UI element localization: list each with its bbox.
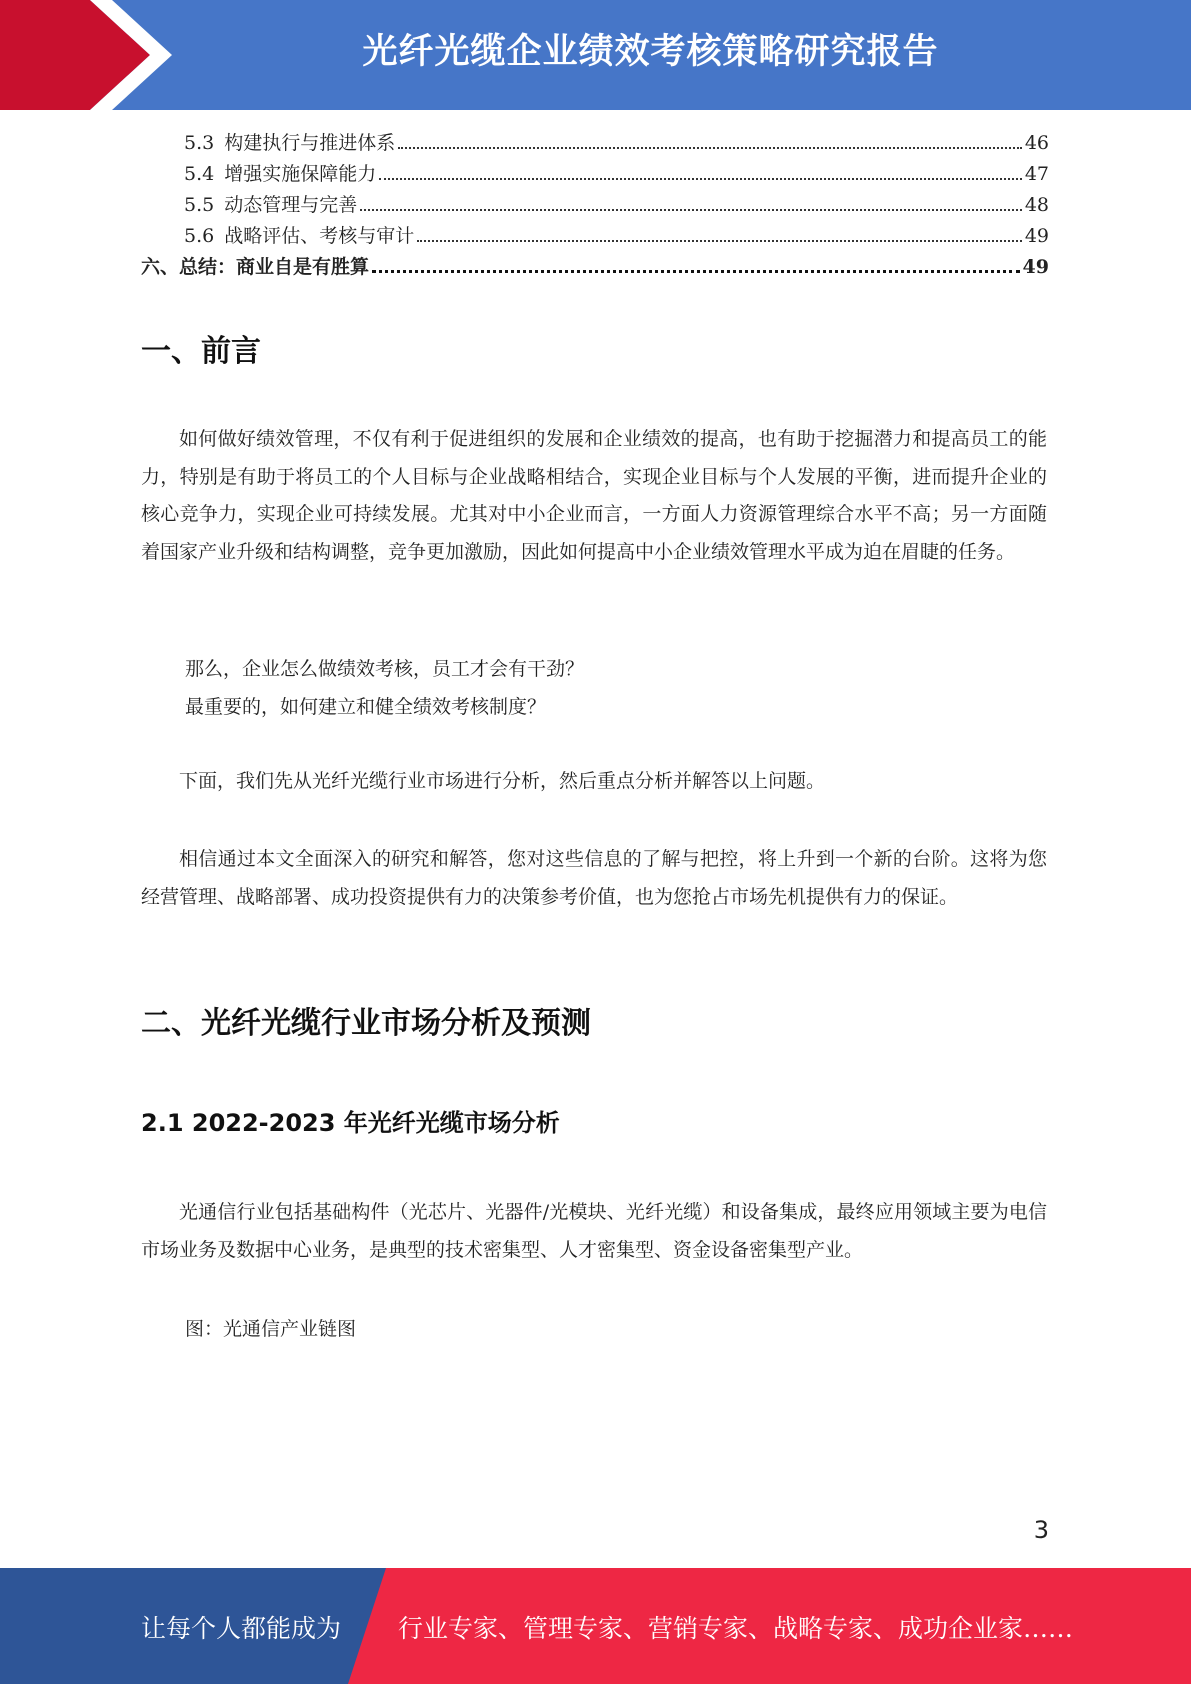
toc-leader (417, 240, 1022, 242)
toc-number: 5.5 (184, 194, 215, 216)
toc-page: 47 (1024, 163, 1049, 185)
toc-number: 5.3 (184, 132, 215, 154)
toc-label: 增强实施保障能力 (224, 163, 377, 185)
toc-leader (372, 270, 1020, 273)
toc-item[interactable] (141, 128, 1049, 159)
section-heading-preface: 一、前言 (141, 334, 261, 369)
footer-slogan-right: 行业专家、管理专家、营销专家、战略专家、成功企业家…… (398, 1614, 1074, 1643)
toc-page: 48 (1024, 194, 1049, 216)
toc-page: 46 (1024, 132, 1049, 154)
footer-band (0, 1568, 1191, 1684)
market-paragraph-1: 光通信行业包括基础构件（光芯片、光器件/光模块、光纤光缆）和设备集成，最终应用领域主要为电信市场业务及数据中心业务，是典型的技术密集型、人才密集型、资金设备密集型产业。 (141, 1201, 1047, 1261)
preface-paragraph-3: 相信通过本文全面深入的研究和解答，您对这些信息的了解与把控，将上升到一个新的台阶。这将为您经营管理、战略部署、成功投资提供有力的决策参考价值，也为您抢占市场先机提供有力的保证。 (141, 848, 1047, 908)
toc-item-main[interactable] (141, 252, 1049, 283)
preface-question-1: 那么，企业怎么做绩效考核，员工才会有干劲？ (185, 658, 585, 680)
report-title: 光纤光缆企业绩效考核策略研究报告 (362, 32, 939, 72)
preface-question-2: 最重要的，如何建立和健全绩效考核制度？ (185, 696, 547, 718)
toc-number: 5.4 (184, 163, 215, 185)
toc-item[interactable] (141, 190, 1049, 221)
toc-leader (398, 147, 1022, 149)
footer-slogan-left: 让每个人都能成为 (141, 1614, 342, 1643)
toc-page: 49 (1022, 256, 1049, 278)
page-number: 3 (1033, 1516, 1049, 1544)
figure-caption: 图：光通信产业链图 (185, 1318, 357, 1340)
toc-label: 战略评估、考核与审计 (224, 225, 415, 247)
toc-item[interactable] (141, 159, 1049, 190)
header-arrow-decoration (0, 0, 260, 110)
toc-label: 构建执行与推进体系 (224, 132, 396, 154)
toc-label: 动态管理与完善 (224, 194, 358, 216)
subsection-heading: 2.1 2022-2023 年光纤光缆市场分析 (141, 1109, 560, 1137)
toc-item[interactable] (141, 221, 1049, 252)
header-band (0, 0, 1191, 110)
toc-label: 六、总结：商业自是有胜算 (141, 256, 370, 278)
toc-page: 49 (1024, 225, 1049, 247)
table-of-contents (141, 128, 1049, 283)
section-heading-market: 二、光纤光缆行业市场分析及预测 (141, 1006, 591, 1041)
preface-paragraph-2: 下面，我们先从光纤光缆行业市场进行分析，然后重点分析并解答以上问题。 (179, 770, 826, 792)
toc-number: 5.6 (184, 225, 215, 247)
preface-paragraph-1: 如何做好绩效管理，不仅有利于促进组织的发展和企业绩效的提高，也有助于挖掘潜力和提高员工的能力，特别是有助于将员工的个人目标与企业战略相结合，实现企业目标与个人发展的平衡，进而提升企业的核心竞争力，实现企业可持续发展。尤其对中小企业而言，一方面人力资源管理综合水平不高；另一方面随着国家产业升级和结构调整，竞争更加激励，因此如何提高中小企业绩效管理水平成为迫在眉睫的任务。 (141, 428, 1047, 563)
toc-leader (379, 178, 1022, 180)
toc-leader (360, 209, 1022, 211)
